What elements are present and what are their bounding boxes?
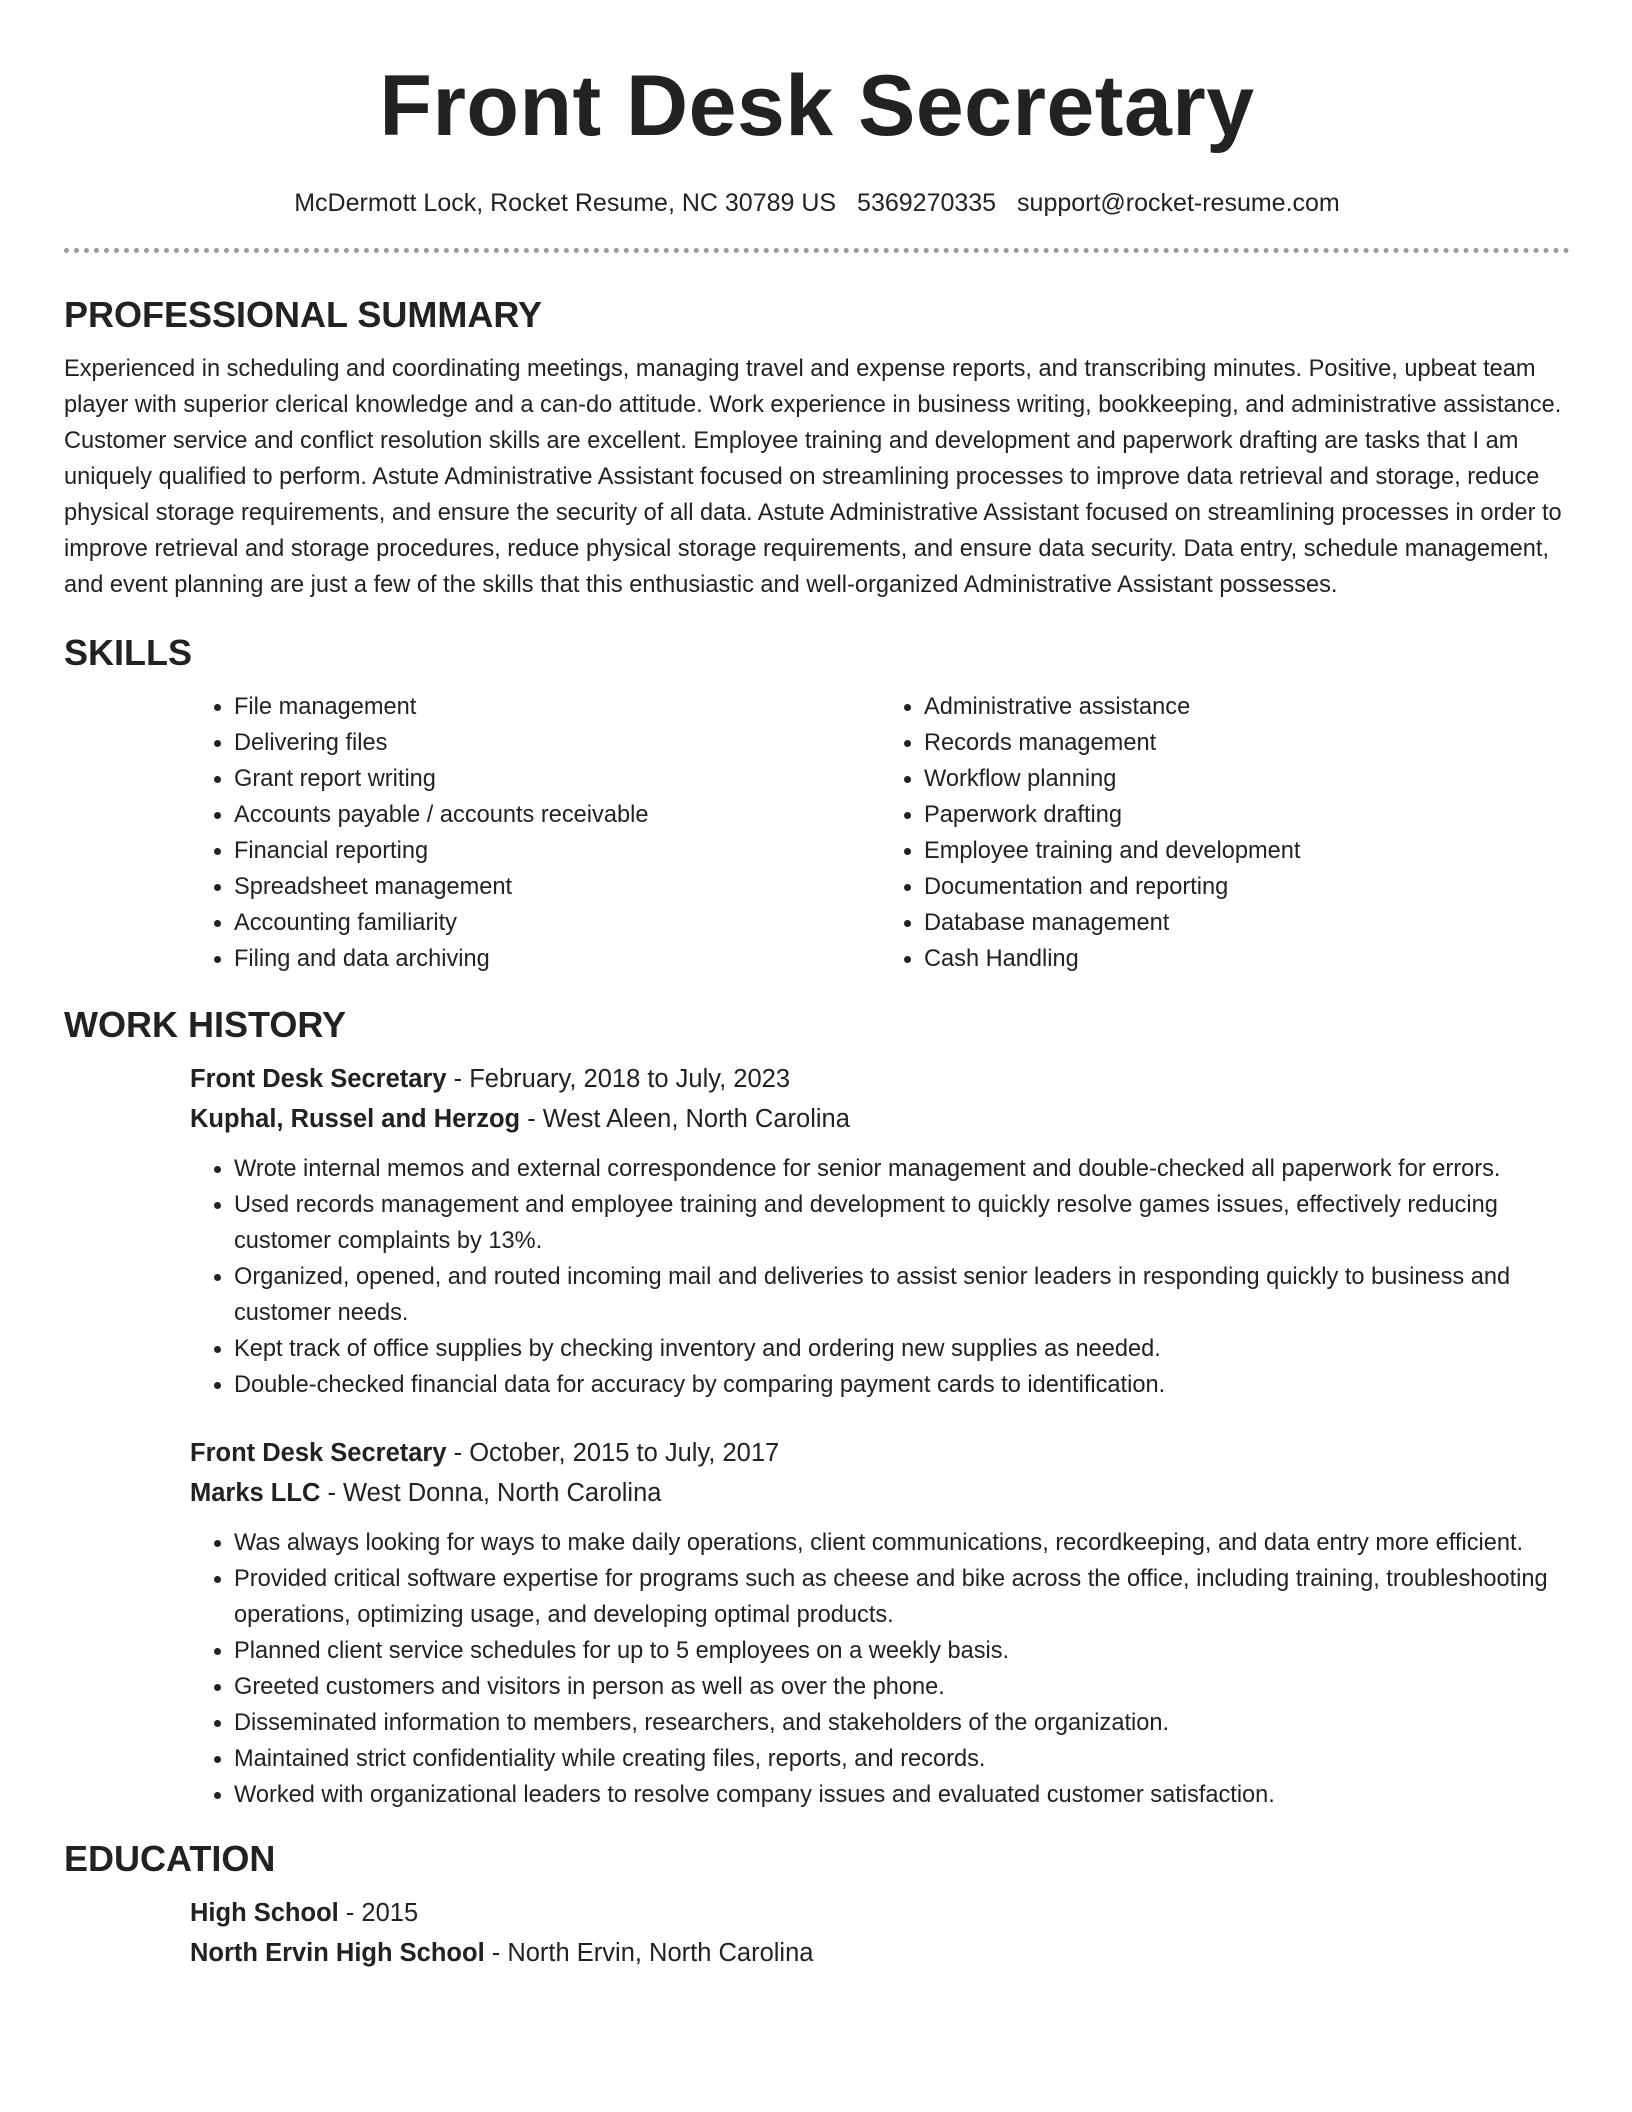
job-title: Front Desk Secretary	[190, 1439, 447, 1467]
skills-list	[190, 689, 1570, 977]
skill-item: • Records management	[924, 725, 1570, 761]
skill-item: • Accounting familiarity	[234, 905, 880, 941]
education-degree-line	[190, 1893, 1570, 1933]
education-year: - 2015	[338, 1899, 419, 1927]
job-title-line	[190, 1433, 1570, 1473]
skill-item: • Workflow planning	[924, 761, 1570, 797]
job-bullet: • Disseminated information to members, researchers, and stakeholders of the organization.	[234, 1705, 1570, 1741]
job-bullet: • Kept track of office supplies by checking inventory and ordering new supplies as needed.	[234, 1331, 1570, 1367]
education-degree: High School	[190, 1899, 339, 1927]
education-school: North Ervin High School	[190, 1939, 485, 1967]
job-bullet: • Worked with organizational leaders to resolve company issues and evaluated customer satisfaction.	[234, 1777, 1570, 1813]
job-location: - West Aleen, North Carolina	[520, 1105, 850, 1133]
education-school-line	[190, 1933, 1570, 1973]
skill-item: • Administrative assistance	[924, 689, 1570, 725]
job-bullet: • Double-checked financial data for accuracy by comparing payment cards to identification.	[234, 1367, 1570, 1403]
job-entry	[190, 1433, 1570, 1813]
job-location: - West Donna, North Carolina	[320, 1479, 662, 1507]
education-heading: EDUCATION	[64, 1838, 276, 1879]
job-company: Marks LLC	[190, 1479, 321, 1507]
job-dates: - October, 2015 to July, 2017	[446, 1439, 780, 1467]
job-entry	[190, 1059, 1570, 1403]
job-bullets	[190, 1525, 1570, 1813]
contact-address: McDermott Lock, Rocket Resume, NC 30789 US	[294, 189, 837, 217]
contact-line	[64, 188, 1570, 218]
resume-title: Front Desk Secretary	[379, 58, 1255, 154]
job-bullet: • Was always looking for ways to make daily operations, client communications, recordkeeping, and data entry more efficient.	[234, 1525, 1570, 1561]
job-title-line	[190, 1059, 1570, 1099]
skills-column-right	[880, 689, 1570, 977]
job-bullets	[190, 1151, 1570, 1403]
job-bullet: • Maintained strict confidentiality while creating files, reports, and records.	[234, 1741, 1570, 1777]
education-location: - North Ervin, North Carolina	[484, 1939, 814, 1967]
skill-item: • Employee training and development	[924, 833, 1570, 869]
contact-phone: 5369270335	[857, 189, 997, 217]
job-bullet: • Wrote internal memos and external correspondence for senior management and double-checked all paperwork for errors.	[234, 1151, 1570, 1187]
skill-item: • Documentation and reporting	[924, 869, 1570, 905]
skills-heading: SKILLS	[64, 632, 193, 673]
skill-item: • Accounts payable / accounts receivable	[234, 797, 880, 833]
work-heading: WORK HISTORY	[64, 1004, 347, 1045]
job-bullet: • Organized, opened, and routed incoming mail and deliveries to assist senior leaders in responding quickly to business and customer needs.	[234, 1259, 1570, 1331]
skills-column-left	[190, 689, 880, 977]
job-company-line	[190, 1473, 1570, 1513]
job-bullet: • Greeted customers and visitors in person as well as over the phone.	[234, 1669, 1570, 1705]
skill-item: • Grant report writing	[234, 761, 880, 797]
skill-item: • Delivering files	[234, 725, 880, 761]
job-bullet: • Planned client service schedules for up to 5 employees on a weekly basis.	[234, 1633, 1570, 1669]
skill-item: • File management	[234, 689, 880, 725]
skill-item: • Spreadsheet management	[234, 869, 880, 905]
skill-item: • Filing and data archiving	[234, 941, 880, 977]
resume-page	[64, 0, 1570, 1973]
job-bullet: • Provided critical software expertise for programs such as cheese and bike across the office, including training, troubleshooting operations, optimizing usage, and developing optimal products.	[234, 1561, 1570, 1633]
skill-item: • Paperwork drafting	[924, 797, 1570, 833]
summary-text: Experienced in scheduling and coordinating meetings, managing travel and expense reports, and transcribing minutes. Positive, upbeat team player with superior clerical knowledge and a can-do attitude. Work experience in business writing, bookkeeping, and administrative assistance. Customer service and conflict resolution skills are excellent. Employee training and development and paperwork drafting are tasks that I am uniquely qualified to perform. Astute Administrative Assistant focused on streamlining processes to improve data retrieval and storage, reduce physical storage requirements, and ensure the security of all data. Astute Administrative Assistant focused on streamlining processes in order to improve retrieval and storage procedures, reduce physical storage requirements, and ensure data security. Data entry, schedule management, and event planning are just a few of the skills that this enthusiastic and well-organized Administrative Assistant possesses.	[64, 356, 1562, 598]
skill-item: • Database management	[924, 905, 1570, 941]
contact-email: support@rocket-resume.com	[1017, 189, 1340, 217]
job-bullet: • Used records management and employee training and development to quickly resolve games issues, effectively reducing customer complaints by 13%.	[234, 1187, 1570, 1259]
job-company-line	[190, 1099, 1570, 1139]
skill-item: • Financial reporting	[234, 833, 880, 869]
skill-item: • Cash Handling	[924, 941, 1570, 977]
job-dates: - February, 2018 to July, 2023	[446, 1065, 791, 1093]
job-title: Front Desk Secretary	[190, 1065, 447, 1093]
header-divider	[64, 248, 1570, 253]
job-company: Kuphal, Russel and Herzog	[190, 1105, 521, 1133]
summary-heading: PROFESSIONAL SUMMARY	[64, 294, 543, 335]
education-entry	[190, 1893, 1570, 1973]
